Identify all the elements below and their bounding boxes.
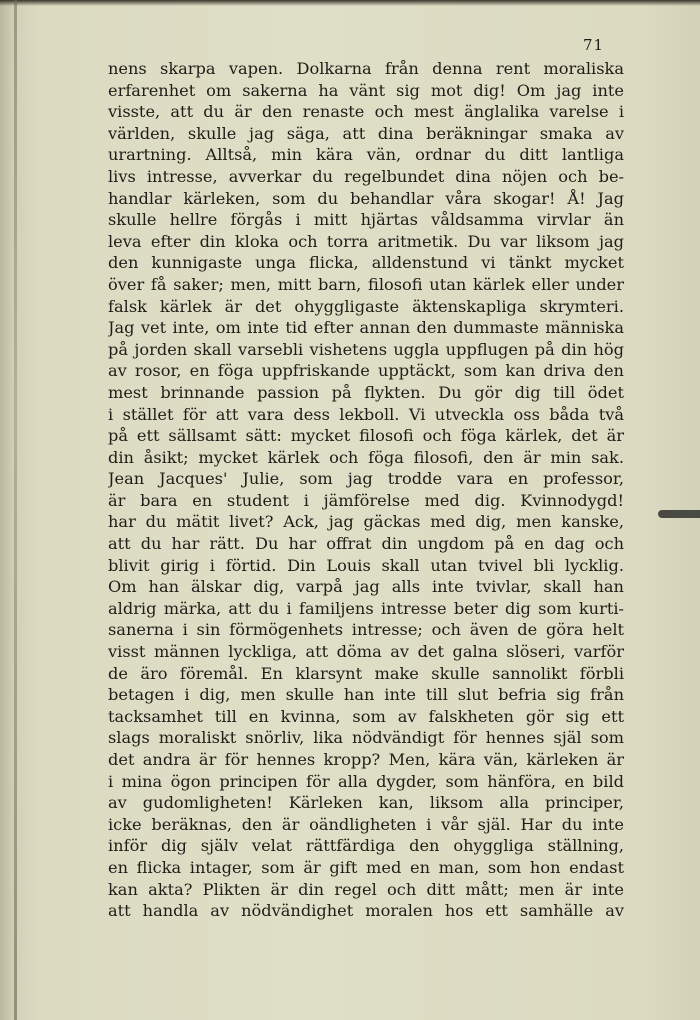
text-line: sanerna i sin förmögenhets intresse; och även de göra helt [108, 620, 624, 640]
text-line: det andra är för hennes kropp? Men, kära vän, kärleken är [108, 750, 624, 769]
text-line: i mina ögon principen för alla dygder, som hänföra, en bild [108, 771, 624, 791]
text-line: på ett sällsamt sätt: mycket filosofi och föga kärlek, det är [108, 426, 624, 446]
text-line: har du mätit livet? Ack, jag gäckas med dig, men kanske, [108, 512, 624, 532]
text-line: leva efter din kloka och torra aritmetik. Du var liksom jag [108, 231, 624, 251]
text-line: blivit girig i förtid. Din Louis skall utan tvivel bli lycklig. [108, 555, 624, 575]
text-line: din åsikt; mycket kärlek och föga filosofi, den är min sak. [108, 447, 624, 467]
text-line: att du har rätt. Du har offrat din ungdom på en dag och [108, 534, 624, 554]
text-line: erfarenhet om sakerna ha vänt sig mot dig! Om jag inte [108, 80, 624, 100]
text-line: Jean Jacques' Julie, som jag trodde vara en professor, [108, 469, 624, 489]
text-line: falsk kärlek är det ohyggligaste äktenskapliga skrymteri. [108, 296, 624, 316]
text-line: mest brinnande passion på flykten. Du gör dig till ödet [108, 382, 624, 402]
text-line: Om han älskar dig, varpå jag alls inte tvivlar, skall han [108, 577, 624, 597]
text-line: kan akta? Plikten är din regel och ditt mått; men är inte [108, 879, 624, 899]
text-line: Jag vet inte, om inte tid efter annan den dummaste människa [108, 318, 624, 338]
text-line: att handla av nödvändighet moralen hos ett samhälle av [108, 901, 624, 921]
text-line: icke beräknas, den är oändligheten i vår själ. Har du inte [108, 814, 624, 834]
book-gutter [14, 0, 17, 1020]
text-line: tacksamhet till en kvinna, som av falskheten gör sig ett [108, 706, 624, 726]
text-line: är bara en student i jämförelse med dig. Kvinnodygd! [108, 490, 624, 510]
page-number: 71 [583, 36, 605, 54]
text-line: visste, att du är den renaste och mest änglalika varelse i [108, 102, 624, 122]
text-line: handlar kärleken, som du behandlar våra skogar! Å! Jag [108, 188, 624, 208]
text-line: på jorden skall varsebli vishetens uggla uppflugen på din hög [108, 339, 624, 359]
text-line: slags moraliskt snörliv, lika nödvändigt för hennes själ som [108, 728, 624, 748]
text-line: över få saker; men, mitt barn, filosofi utan kärlek eller under [108, 274, 624, 294]
text-line: livs intresse, avverkar du regelbundet dina nöjen och be- [108, 166, 624, 186]
text-line: aldrig märka, att du i familjens intresse beter dig som kurti- [108, 598, 624, 618]
text-line: av gudomligheten! Kärleken kan, liksom alla principer, [108, 793, 624, 813]
text-line: den kunnigaste unga flicka, alldenstund vi tänkt mycket [108, 253, 624, 273]
text-line: nens skarpa vapen. Dolkarna från denna rent moraliska [108, 59, 624, 78]
page-top-shadow [0, 0, 700, 6]
text-line: urartning. Alltså, min kära vän, ordnar du ditt lantliga [108, 145, 624, 165]
text-line: betagen i dig, men skulle han inte till slut befria sig från [108, 685, 624, 705]
text-line: en flicka intager, som är gift med en man, som hon endast [108, 857, 624, 877]
text-line: världen, skulle jag säga, att dina beräkningar smaka av [108, 123, 624, 143]
text-line: de äro föremål. En klarsynt make skulle sannolikt förbli [108, 663, 624, 683]
text-line: skulle hellre förgås i mitt hjärtas våldsamma virvlar än [108, 210, 624, 230]
text-line: visst männen lyckliga, att döma av det galna slöseri, varför [108, 642, 624, 662]
body-text [108, 58, 624, 922]
text-line: av rosor, en föga uppfriskande upptäckt, som kan driva den [108, 361, 624, 381]
text-line: i stället för att vara dess lekboll. Vi utveckla oss båda två [108, 404, 624, 424]
bookmark-ribbon [658, 510, 700, 518]
text-line: inför dig själv velat rättfärdiga den ohyggliga ställning, [108, 836, 624, 856]
